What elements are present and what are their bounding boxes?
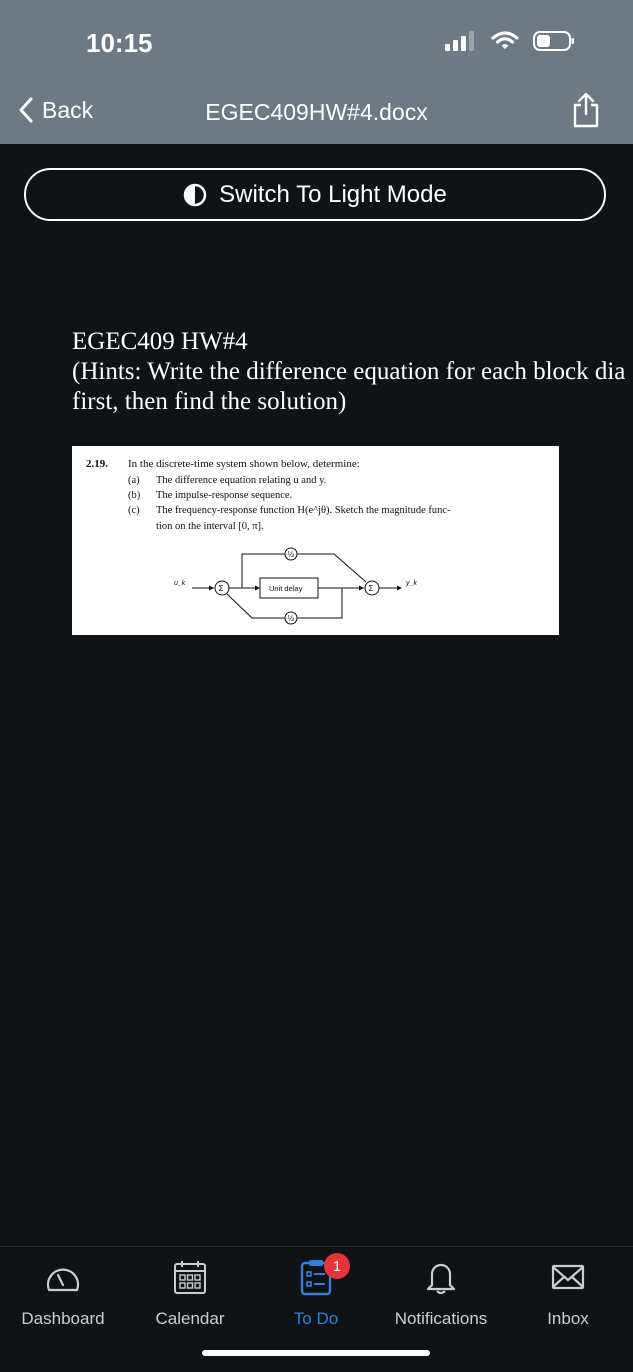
item-text: The frequency-response function H(e^jθ). Sketch the magnitude func- <box>156 505 451 516</box>
tab-label: Inbox <box>547 1309 589 1328</box>
signal-icon <box>445 31 477 51</box>
problem-item-a <box>128 475 326 486</box>
tab-label: Calendar <box>155 1309 225 1328</box>
status-time: 10:15 <box>86 28 153 58</box>
tab-label: Notifications <box>394 1309 488 1328</box>
tab-label: To Do <box>293 1309 339 1328</box>
switch-to-light-mode-button[interactable] <box>24 168 606 221</box>
tab-notifications[interactable] <box>381 1259 501 1329</box>
diagram-delay-label: Unit delay <box>269 584 303 593</box>
status-icons <box>445 30 575 52</box>
tab-label: Dashboard <box>21 1309 105 1328</box>
document-viewer[interactable] <box>0 320 633 660</box>
bell-icon <box>424 1259 458 1295</box>
doc-heading: EGEC409 HW#4 <box>72 328 248 355</box>
todo-badge: 1 <box>324 1253 350 1279</box>
tab-calendar[interactable] <box>130 1259 250 1329</box>
block-diagram <box>172 542 432 632</box>
doc-hint-line-1: (Hints: Write the difference equation for each block dia <box>72 358 626 385</box>
diagram-sum-1: Σ <box>218 584 224 593</box>
item-label: (c) <box>128 505 140 516</box>
dashboard-icon <box>44 1260 82 1294</box>
item-text: The impulse-response sequence. <box>156 490 293 501</box>
problem-item-c-continued: tion on the interval [0, π]. <box>156 521 264 532</box>
share-icon <box>571 92 601 128</box>
diagram-input-label: u_k <box>174 580 186 587</box>
home-indicator[interactable] <box>202 1350 430 1356</box>
document-title: EGEC409HW#4.docx <box>205 99 428 125</box>
switch-mode-label: Switch To Light Mode <box>219 180 447 208</box>
problem-item-b <box>128 490 292 501</box>
item-text: The difference equation relating u and y. <box>156 475 327 486</box>
problem-image <box>72 446 559 635</box>
diagram-gain-top: ½ <box>287 550 295 559</box>
tab-todo[interactable] <box>256 1259 376 1329</box>
tab-inbox[interactable] <box>508 1259 628 1329</box>
header-bar <box>0 0 633 144</box>
item-label: (b) <box>128 490 141 501</box>
calendar-icon <box>173 1259 207 1295</box>
diagram-output-label: y_k <box>406 580 417 587</box>
problem-item-c <box>128 505 451 516</box>
diagram-gain-bottom: ½ <box>287 614 295 623</box>
share-button[interactable] <box>571 92 601 133</box>
inbox-icon <box>551 1263 585 1291</box>
item-label: (a) <box>128 475 140 486</box>
battery-icon <box>533 30 575 52</box>
contrast-icon <box>183 183 207 207</box>
diagram-sum-2: Σ <box>368 584 374 593</box>
problem-intro: In the discrete-time system shown below, determine: <box>128 458 360 470</box>
tab-dashboard[interactable] <box>3 1259 123 1329</box>
wifi-icon <box>491 31 519 51</box>
back-label: Back <box>42 96 94 123</box>
problem-number: 2.19. <box>86 458 108 470</box>
doc-hint-line-2: first, then find the solution) <box>72 388 347 415</box>
